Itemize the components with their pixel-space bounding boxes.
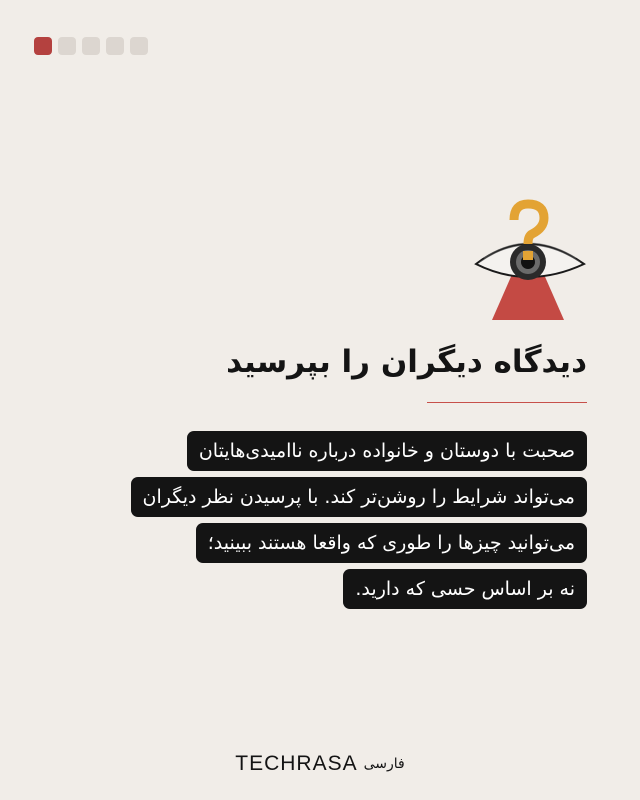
- body-line: نه بر اساس حسی که دارید.: [343, 569, 587, 609]
- eye-question-icon: [470, 198, 590, 324]
- title-divider: [427, 402, 587, 403]
- brand-footer: [0, 752, 640, 776]
- body-line: می‌تواند شرایط را روشن‌تر کند. با پرسیدن نظر دیگران: [131, 477, 587, 517]
- progress-dot: [130, 37, 148, 55]
- body-line: صحبت با دوستان و خانواده درباره ناامیدی‌هایتان: [187, 431, 587, 471]
- brand-sub: فارسی: [363, 756, 405, 772]
- progress-dot: [58, 37, 76, 55]
- progress-dot: [82, 37, 100, 55]
- progress-dot-active: [34, 37, 52, 55]
- slide-title: دیدگاه دیگران را بپرسید: [226, 344, 587, 380]
- slide-body: [131, 431, 587, 615]
- body-line: می‌توانید چیزها را طوری که واقعا هستند ببینید؛: [196, 523, 587, 563]
- brand-logo: TECHRASA: [235, 752, 358, 775]
- slide-progress: [34, 37, 148, 55]
- progress-dot: [106, 37, 124, 55]
